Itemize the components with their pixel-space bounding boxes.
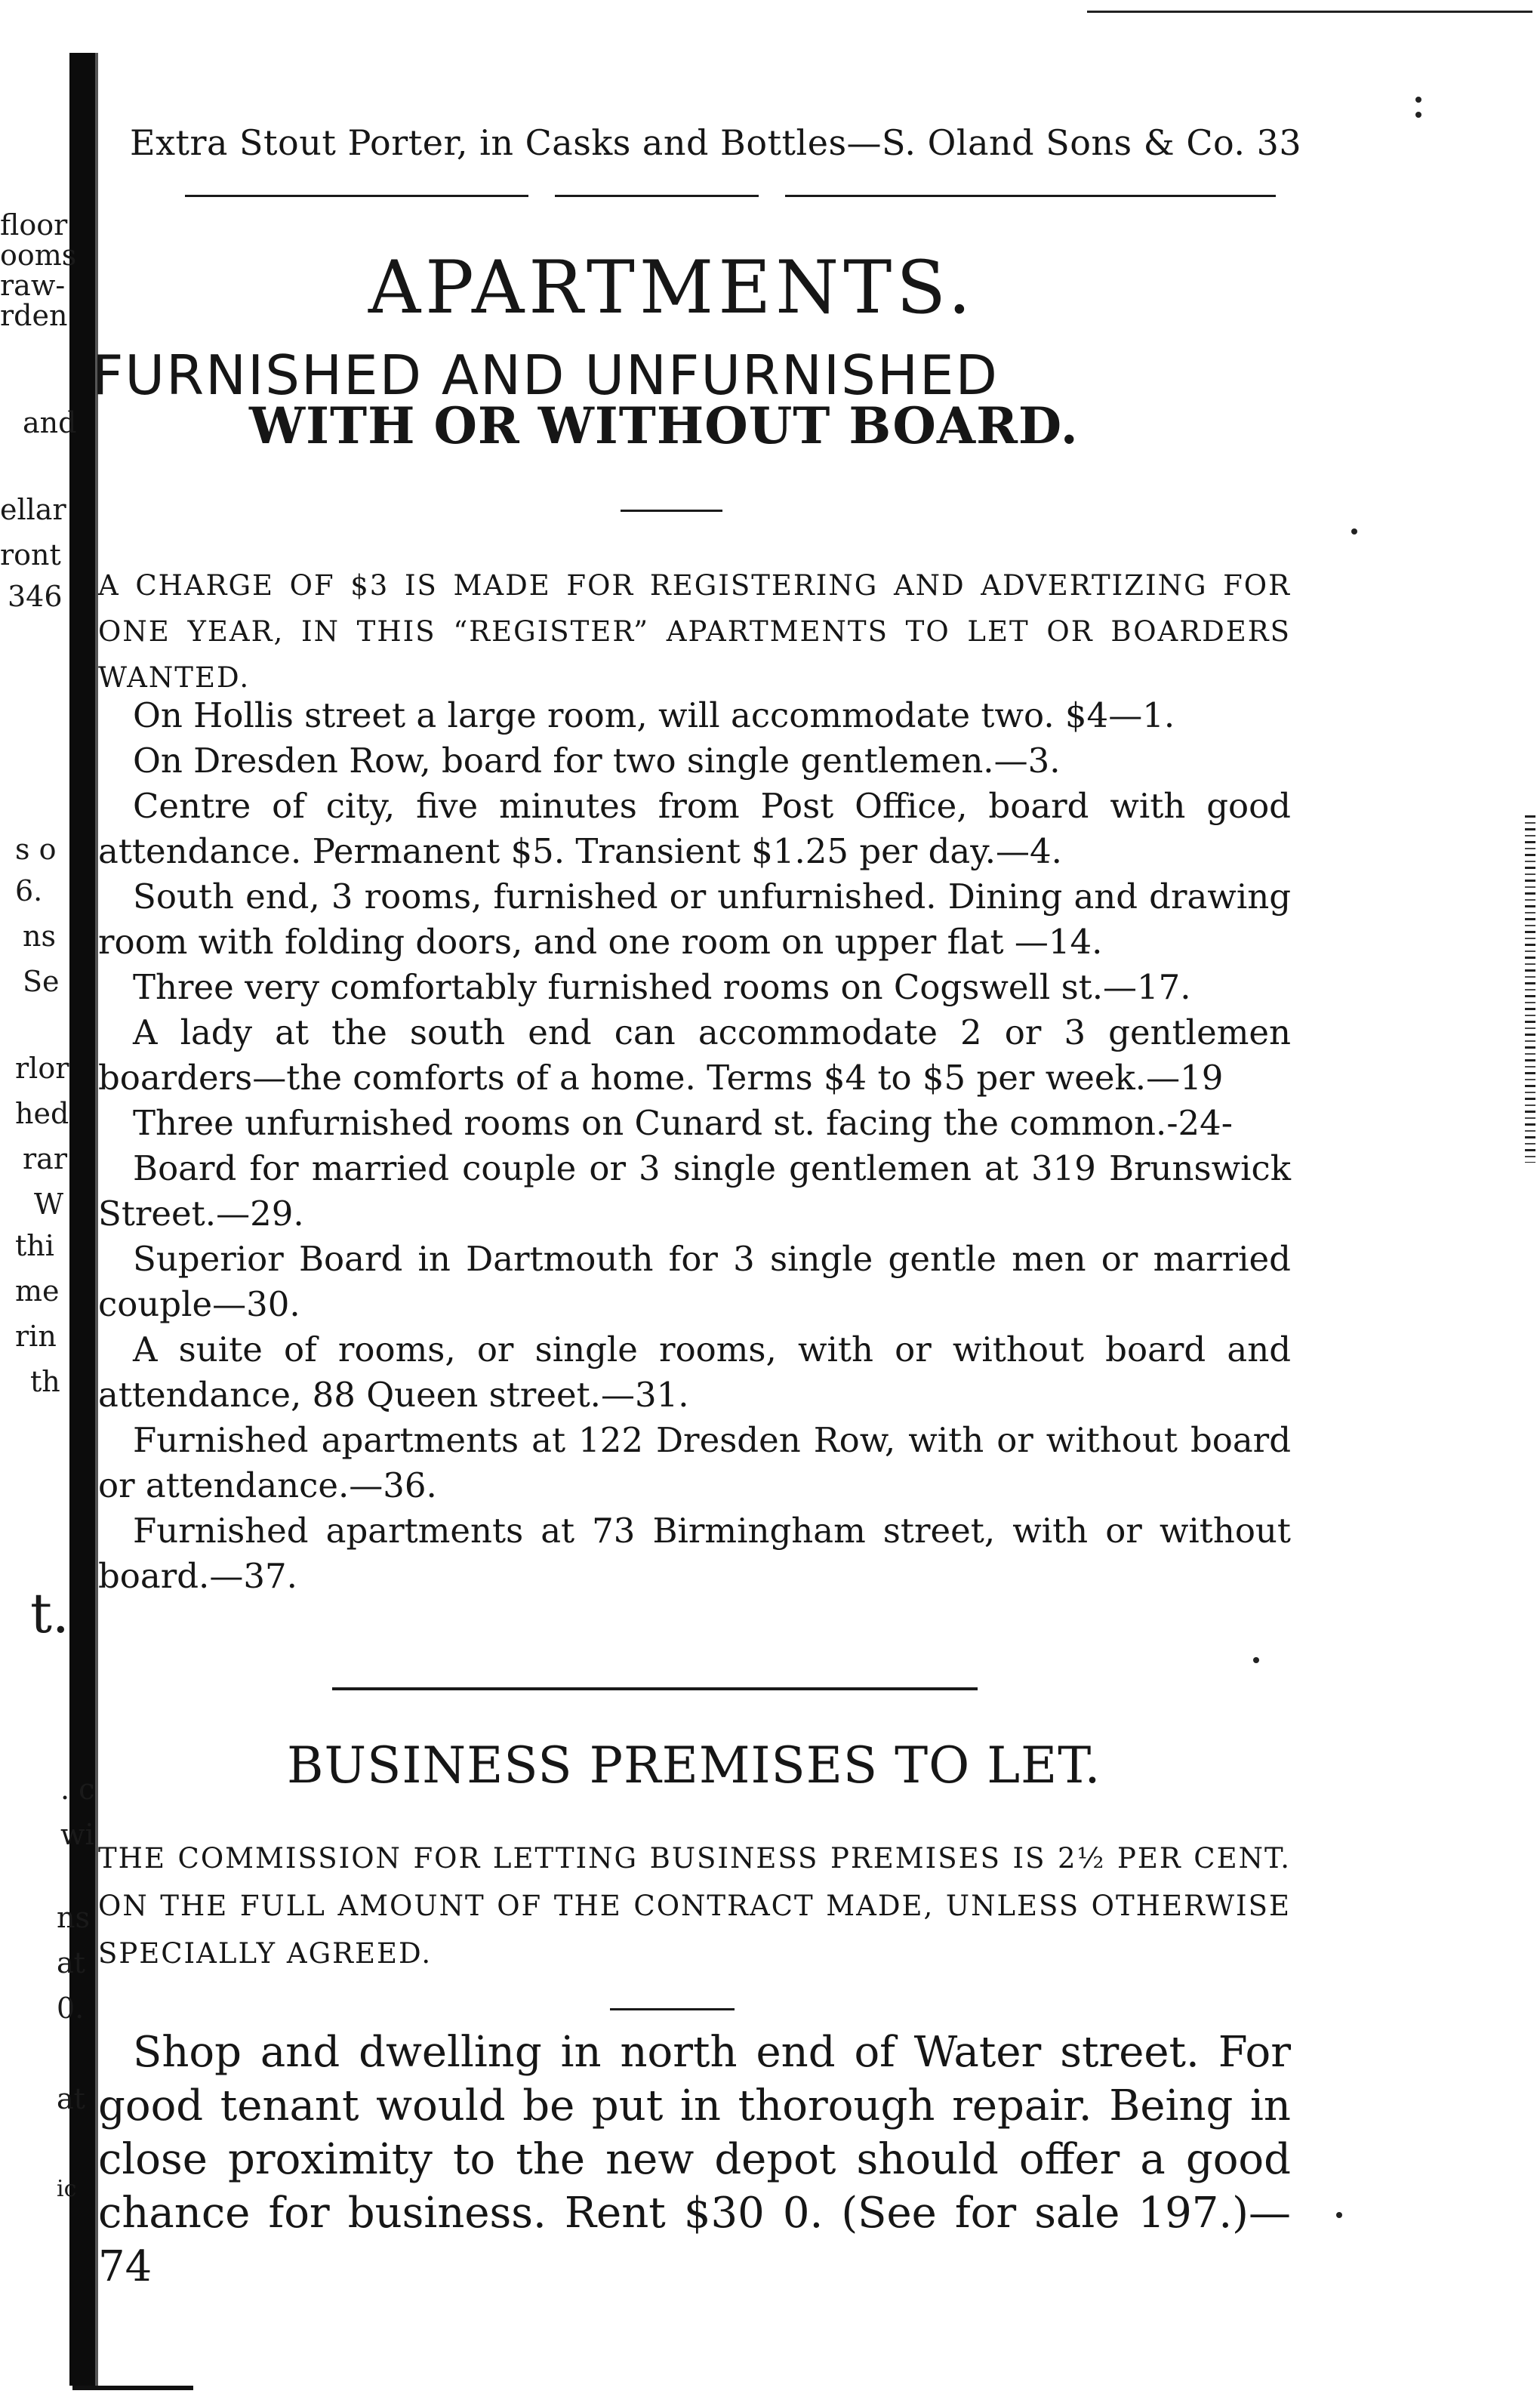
margin-fragment: floor — [0, 208, 68, 242]
apartments-subheading-1: FURNISHED AND UNFURNISHED — [92, 344, 999, 407]
section-divider — [332, 1687, 978, 1690]
margin-fragment: ic — [57, 2176, 77, 2202]
listing-item: Three very comfortably furnished rooms on Cogswell st.—17. — [133, 967, 1191, 1007]
apartments-heading: APARTMENTS. — [368, 245, 976, 330]
margin-fragment: 6. — [15, 874, 43, 907]
page-binding-shadow — [69, 53, 95, 2386]
scan-speck — [1253, 1657, 1259, 1663]
business-heading: BUSINESS PREMISES TO LET. — [287, 1736, 1101, 1795]
listing-item: Furnished apartments at 73 Birmingham street, with or without board.—37. — [98, 1511, 1291, 1596]
listing-item: A suite of rooms, or single rooms, with or without board and attendance, 88 Queen street.—31. — [98, 1329, 1291, 1415]
listing-item: Superior Board in Dartmouth for 3 single gentle men or married couple—30. — [98, 1239, 1291, 1324]
running-header: Extra Stout Porter, in Casks and Bottles—S. Oland Sons & Co. 33 — [130, 122, 1302, 163]
listing-item: On Dresden Row, board for two single gentlemen.—3. — [133, 741, 1061, 781]
business-listing — [98, 2026, 1291, 2294]
margin-fragment: 346 — [8, 580, 63, 613]
scan-speck — [1415, 112, 1421, 118]
margin-fragment: th — [30, 1365, 60, 1398]
apartments-notice: A CHARGE OF $3 IS MADE FOR REGISTERING AND ADVERTIZING FOR ONE YEAR, IN THIS “REGISTER” APARTMENTS TO LET OR BOARDERS WANTED. — [98, 569, 1291, 694]
margin-fragment: wi — [60, 1818, 94, 1851]
margin-fragment: 0. — [57, 1992, 85, 2025]
listing-item: South end, 3 rooms, furnished or unfurnished. Dining and drawing room with folding doors, and one room on upper flat —14. — [98, 877, 1291, 962]
margin-fragment: ns — [23, 920, 56, 953]
margin-fragment: rar — [23, 1142, 67, 1175]
listing-item: A lady at the south end can accommodate 2 or 3 gentlemen boarders—the comforts of a home. Terms $4 to $5 per week.—19 — [98, 1012, 1291, 1098]
listing-item: Board for married couple or 3 single gentlemen at 319 Brunswick Street.—29. — [98, 1148, 1291, 1234]
section-divider — [610, 2008, 735, 2010]
header-rule-right — [785, 195, 1276, 197]
scan-speck — [1415, 97, 1421, 103]
margin-fragment: thi — [15, 1229, 54, 1262]
margin-fragment: rlor — [15, 1052, 69, 1085]
margin-fragment: and — [23, 406, 77, 439]
margin-fragment: at — [57, 2082, 85, 2115]
scan-speck — [1336, 2212, 1342, 2218]
margin-fragment: rin — [15, 1320, 57, 1353]
right-edge-scan-noise — [1525, 815, 1535, 1163]
apartments-subheading-2: WITH OR WITHOUT BOARD. — [249, 396, 1079, 455]
margin-fragment: s o — [15, 833, 57, 866]
margin-fragment: ns — [57, 1901, 90, 1934]
margin-fragment: ooms — [0, 239, 77, 272]
margin-fragment: me — [15, 1274, 60, 1308]
header-rule-left — [185, 195, 528, 197]
listing-item: Centre of city, five minutes from Post Office, board with good attendance. Permanent $5. Transient $1.25 per day.—4. — [98, 786, 1291, 871]
header-rule-mid — [555, 195, 759, 197]
margin-fragment: at — [57, 1946, 85, 1979]
margin-fragment: ellar — [0, 493, 66, 526]
margin-fragment: . c — [60, 1773, 95, 1806]
margin-fragment: rden — [0, 299, 68, 332]
scan-speck — [1351, 528, 1357, 535]
listing-item: Shop and dwelling in north end of Water street. For good tenant would be put in thorough repair. Being in close proximity to the new depot should offer a good chance for business. Rent $30 0. (See for sale 197.)—74 — [98, 2028, 1291, 2291]
listing-item: Three unfurnished rooms on Cunard st. facing the common.-24- — [133, 1103, 1234, 1143]
section-divider — [621, 510, 722, 512]
margin-fragment: raw- — [0, 269, 66, 302]
business-notice: THE COMMISSION FOR LETTING BUSINESS PREMISES IS 2½ PER CENT. ON THE FULL AMOUNT OF THE CONTRACT MADE, UNLESS OTHERWISE SPECIALLY AGREED. — [98, 1842, 1291, 1970]
margin-fragment: W — [34, 1188, 64, 1221]
margin-fragment: hed — [15, 1097, 69, 1130]
bottom-binding-rule — [72, 2386, 193, 2390]
top-edge-rule — [1087, 11, 1532, 13]
margin-fragment: ront — [0, 538, 61, 572]
margin-fragment: t. — [30, 1582, 69, 1645]
apartments-listings — [98, 693, 1291, 1599]
margin-fragment: Se — [23, 965, 60, 998]
listing-item: On Hollis street a large room, will accommodate two. $4—1. — [133, 695, 1175, 735]
listing-item: Furnished apartments at 122 Dresden Row, with or without board or attendance.—36. — [98, 1420, 1291, 1505]
